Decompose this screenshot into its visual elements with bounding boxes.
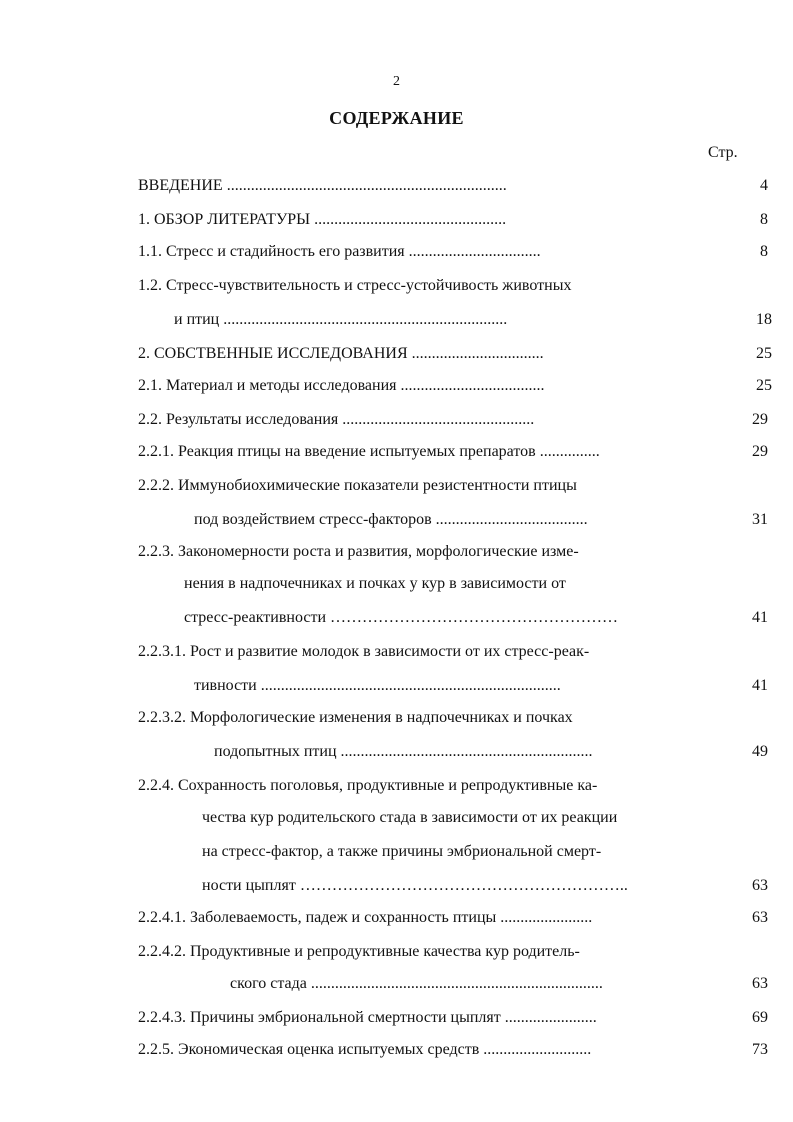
toc-page: 25: [756, 377, 772, 394]
page-number: 2: [393, 74, 400, 89]
toc-line: стресс-реактивности ………………………………………………: [184, 609, 619, 626]
toc-line: на стресс-фактор, а также причины эмбриональной смерт-: [202, 843, 602, 860]
toc-page: 63: [752, 975, 768, 992]
toc-page: 8: [760, 211, 768, 228]
toc-line: 2.2.4. Сохранность поголовья, продуктивные и репродуктивные ка-: [138, 777, 598, 794]
toc-page: 73: [752, 1041, 768, 1058]
toc-page: 41: [752, 609, 768, 626]
toc-line: 1.2. Стресс-чувствительность и стресс-устойчивость животных: [138, 277, 572, 294]
toc-line: нения в надпочечниках и почках у кур в зависимости от: [184, 575, 566, 592]
toc-line: ского стада .........................................................................: [230, 975, 603, 992]
toc-page: 8: [760, 243, 768, 260]
toc-line: 2.2.4.3. Причины эмбриональной смертности цыплят .......................: [138, 1009, 597, 1026]
toc-page: 41: [752, 677, 768, 694]
toc-line: ВВЕДЕНИЕ ......................................................................: [138, 177, 507, 194]
toc-line: 2.1. Материал и методы исследования ....................................: [138, 377, 545, 394]
toc-line: 2.2.2. Иммунобиохимические показатели резистентности птицы: [138, 477, 577, 494]
toc-line: 1.1. Стресс и стадийность его развития .................................: [138, 243, 541, 260]
toc-page: 18: [756, 311, 772, 328]
toc-page: 4: [760, 177, 768, 194]
toc-line: чества кур родительского стада в зависимости от их реакции: [202, 809, 618, 826]
toc-line: и птиц .......................................................................: [174, 311, 508, 328]
toc-line: 2.2. Результаты исследования ................................................: [138, 411, 535, 428]
page-title: СОДЕРЖАНИЕ: [329, 108, 464, 128]
toc-line: 2.2.3.1. Рост и развитие молодок в зависимости от их стресс-реак-: [138, 643, 590, 660]
toc-page: 25: [756, 345, 772, 362]
toc-page: 49: [752, 743, 768, 760]
toc-line: тивности ...........................................................................: [194, 677, 561, 694]
toc-line: 1. ОБЗОР ЛИТЕРАТУРЫ ................................................: [138, 211, 507, 228]
page-column-label: Стр.: [708, 144, 738, 161]
toc-line: подопытных птиц ...............................................................: [214, 743, 593, 760]
toc-page: 29: [752, 443, 768, 460]
toc-page: 63: [752, 877, 768, 894]
toc-line: 2.2.3. Закономерности роста и развития, морфологические изме-: [138, 543, 579, 560]
toc-page: 69: [752, 1009, 768, 1026]
toc-page: 31: [752, 511, 768, 528]
toc-line: 2.2.4.1. Заболеваемость, падеж и сохранность птицы .......................: [138, 909, 593, 926]
toc-line: 2. СОБСТВЕННЫЕ ИССЛЕДОВАНИЯ .................................: [138, 345, 544, 362]
toc-line: 2.2.3.2. Морфологические изменения в надпочечниках и почках: [138, 709, 573, 726]
toc-line: 2.2.4.2. Продуктивные и репродуктивные качества кур родитель-: [138, 943, 580, 960]
toc-line: ности цыплят ……………………………………………………..: [202, 877, 628, 894]
toc-page: 29: [752, 411, 768, 428]
toc-line: 2.2.5. Экономическая оценка испытуемых средств ...........................: [138, 1041, 592, 1058]
toc-line: под воздействием стресс-факторов ......................................: [194, 511, 588, 528]
toc-line: 2.2.1. Реакция птицы на введение испытуемых препаратов ...............: [138, 443, 600, 460]
toc-page: 63: [752, 909, 768, 926]
